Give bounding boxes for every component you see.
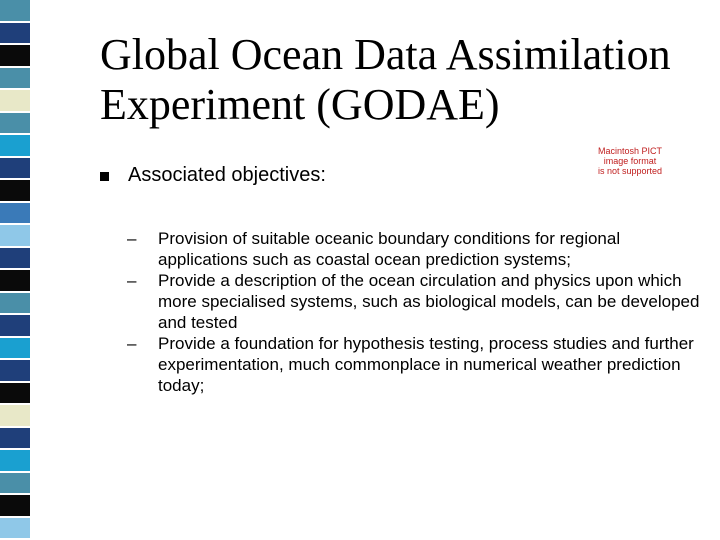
- sub-bullet-item: [127, 333, 707, 396]
- decorative-stripe: [0, 0, 30, 540]
- title-line-1: Global Ocean Data Assimilation: [100, 30, 671, 79]
- stripe-block: [0, 405, 30, 426]
- stripe-block: [0, 45, 30, 66]
- stripe-block: [0, 518, 30, 539]
- sub-bullet-item: [127, 228, 707, 270]
- title-line-2: Experiment (GODAE): [100, 80, 500, 129]
- stripe-block: [0, 248, 30, 269]
- stripe-block: [0, 180, 30, 201]
- stripe-block: [0, 338, 30, 359]
- stripe-block: [0, 0, 30, 21]
- dash-bullet-icon: –: [127, 271, 137, 290]
- sub-bullet-item: [127, 270, 707, 333]
- sub-bullet-text: Provision of suitable oceanic boundary conditions for regional applications such as coastal ocean prediction systems;: [158, 229, 621, 269]
- unsupported-image-placeholder: [594, 146, 666, 176]
- stripe-block: [0, 225, 30, 246]
- stripe-block: [0, 135, 30, 156]
- stripe-block: [0, 315, 30, 336]
- stripe-block: [0, 23, 30, 44]
- sub-bullet-text: Provide a description of the ocean circulation and physics upon which more specialised systems, such as biological models, can be developed and tested: [158, 271, 700, 332]
- stripe-block: [0, 450, 30, 471]
- stripe-block: [0, 428, 30, 449]
- placeholder-line-3: is not supported: [597, 166, 663, 176]
- stripe-block: [0, 293, 30, 314]
- slide-title: [100, 30, 700, 130]
- stripe-block: [0, 270, 30, 291]
- stripe-block: [0, 495, 30, 516]
- stripe-block: [0, 158, 30, 179]
- stripe-block: [0, 360, 30, 381]
- stripe-block: [0, 68, 30, 89]
- stripe-block: [0, 473, 30, 494]
- stripe-block: [0, 90, 30, 111]
- stripe-block: [0, 383, 30, 404]
- square-bullet-icon: [100, 172, 109, 181]
- stripe-block: [0, 113, 30, 134]
- dash-bullet-icon: –: [127, 229, 137, 248]
- sub-bullet-list: [127, 228, 707, 396]
- placeholder-line-1: Macintosh PICT: [597, 146, 663, 156]
- stripe-block: [0, 203, 30, 224]
- bullet-text: Associated objectives:: [128, 164, 326, 186]
- placeholder-line-2: image format: [603, 156, 657, 166]
- dash-bullet-icon: –: [127, 334, 137, 353]
- sub-bullet-text: Provide a foundation for hypothesis testing, process studies and further experimentation, much commonplace in numerical weather prediction today;: [158, 334, 694, 395]
